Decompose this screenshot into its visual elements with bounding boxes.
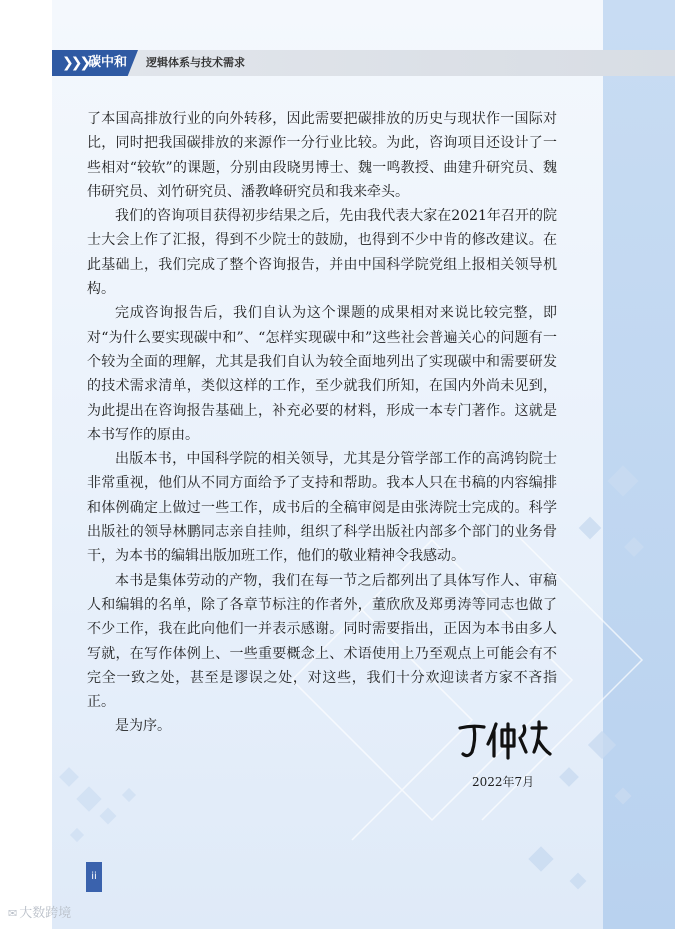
- book-page: [52, 0, 675, 929]
- book-title: 逻辑体系与技术需求: [146, 56, 245, 69]
- paragraph: 出版本书，中国科学院的相关领导，尤其是分管学部工作的高鸿钧院士非常重视，他们从不同方面给予了支持和帮助。我本人只在书稿的内容编排和体例确定上做过一些工作，成书后的全稿审阅是由张涛院士完成的。科学出版社的领导林鹏同志亲自挂帅，组织了科学出版社内部多个部门的业务骨干，为本书的编辑出版加班工作，他们的敬业精神令我感动。: [87, 451, 557, 565]
- watermark-text: 大数跨境: [19, 906, 72, 921]
- page-number: ii: [91, 871, 97, 882]
- preface-body: [87, 107, 557, 739]
- paragraph: 是为序。: [115, 718, 171, 735]
- paragraph: 本书是集体劳动的产物，我们在每一节之后都列出了具体写作人、审稿人和编辑的名单，除了各章节标注的作者外，董欣欣及郑勇涛等同志也做了不少工作，我在此向他们一并表示感谢。同时需要指出，正因为本书由多人写就，在写作体例上、一些重要概念上、术语使用上乃至观点上可能会有不完全一致之处，甚至是谬误之处，对这些，我们十分欢迎读者方家不吝指正。: [87, 572, 557, 711]
- paragraph: 我们的咨询项目获得初步结果之后，先由我代表大家在2021年召开的院士大会上作了汇报，得到不少院士的鼓励，也得到不少中肯的修改建议。在此基础上，我们完成了整个咨询报告，并由中国科学院党组上报相关领导机构。: [87, 208, 557, 298]
- preface-date: 2022年7月: [472, 775, 535, 789]
- series-title: 碳中和: [88, 55, 128, 70]
- handwritten-signature: [454, 718, 554, 764]
- watermark: [8, 903, 71, 925]
- left-margin: [0, 0, 52, 929]
- paragraph: 完成咨询报告后，我们自认为这个课题的成果相对来说比较完整，即对“为什么要实现碳中和”、“怎样实现碳中和”这些社会普遍关心的问题有一个较为全面的理解，尤其是我们自认为较全面地列出了实现碳中和需要研发的技术需求清单，类似这样的工作，至少就我们所知，在国内外尚未见到，为此提出在咨询报告基础上，补充必要的材料，形成一本专门著作。这就是本书写作的原由。: [87, 305, 557, 443]
- chevrons-icon: ❯❯❯: [62, 55, 89, 71]
- paragraph: 了本国高排放行业的向外转移，因此需要把碳排放的历史与现状作一国际对比，同时把我国碳排放的来源作一分行业比较。为此，咨询项目还设计了一些相对“较软”的课题，分别由段晓男博士、魏一鸣教授、曲建升研究员、魏伟研究员、刘竹研究员、潘教峰研究员和我来牵头。: [87, 111, 557, 200]
- watermark-logo-icon: ✉: [8, 907, 18, 920]
